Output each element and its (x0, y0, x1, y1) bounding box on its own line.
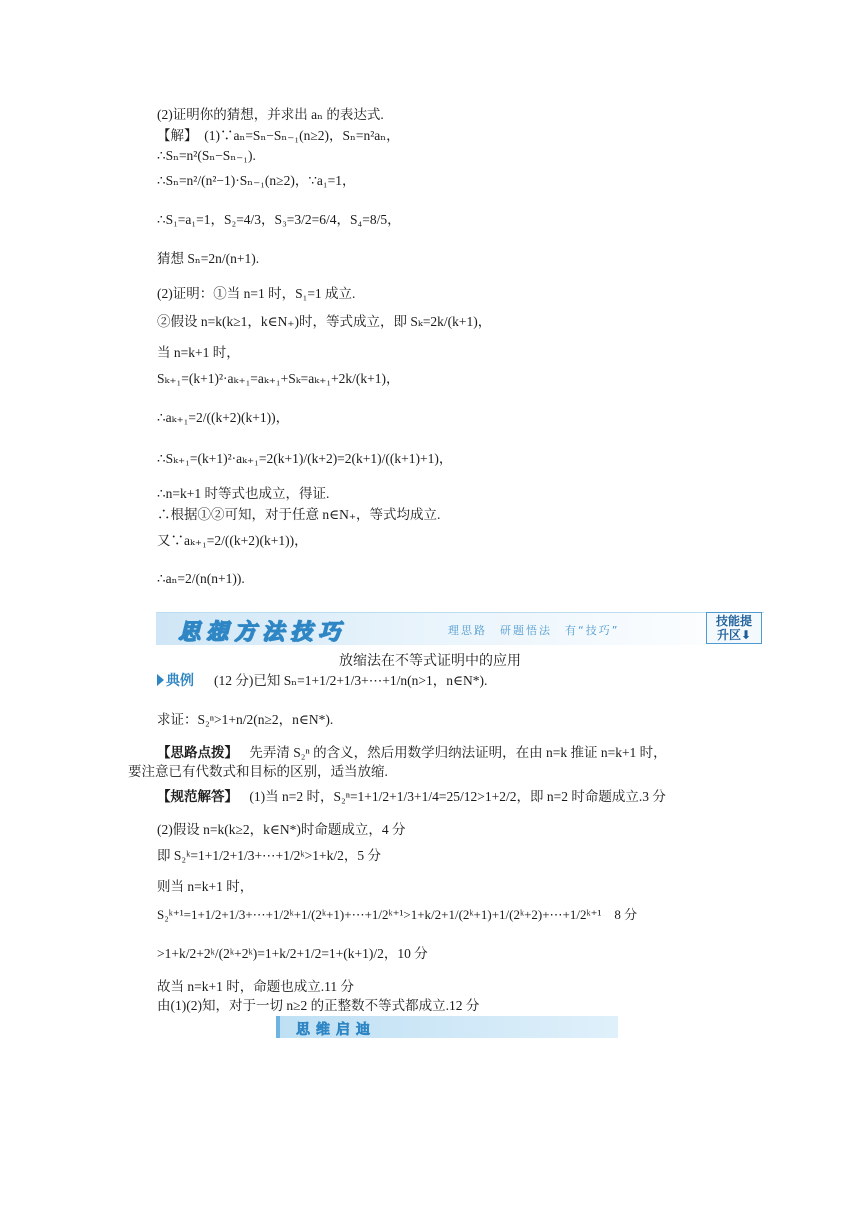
text-line: (2)证明你的猜想，并求出 aₙ 的表达式. (157, 107, 384, 122)
text-line: ∴Sₖ₊₁=(k+1)²·aₖ₊₁=2(k+1)/(k+2)=2(k+1)/((k+1)+1)， (157, 451, 453, 466)
text-line: 猜想 Sₙ=2n/(n+1). (157, 251, 260, 266)
text-line: ∴S₁=a₁=1，S₂=4/3，S₃=3/2=6/4，S₄=8/5， (157, 212, 401, 227)
text-line: ∴aₖ₊₁=2/((k+2)(k+1))， (157, 410, 290, 425)
solution-line: 故当 n=k+1 时，命题也成立.11 分 (157, 979, 354, 994)
text-line: ∴n=k+1 时等式也成立，得证. (157, 486, 330, 501)
text-line: 【解】 (1)∵aₙ=Sₙ−Sₙ₋₁(n≥2)，Sₙ=n²aₙ， (157, 128, 400, 143)
solution-first-line (157, 788, 666, 806)
hint-block (157, 744, 667, 762)
example-tag (157, 672, 201, 690)
solution-line: (2)假设 n=k(k≥2，k∈N*)时命题成立，4 分 (157, 822, 406, 837)
text-line: ∴Sₙ=n²/(n²−1)·Sₙ₋₁(n≥2)，∵a₁=1， (157, 173, 356, 188)
example-tag-label: 典例 (166, 673, 194, 689)
triangle-icon (157, 674, 164, 686)
solution-line: 则当 n=k+1 时， (157, 879, 254, 894)
solution-line: S₂ᵏ⁺¹=1+1/2+1/3+⋯+1/2ᵏ+1/(2ᵏ+1)+⋯+1/2ᵏ⁺¹>1+k/2+1/(2ᵏ+1)+1/(2ᵏ+2)+⋯+1/2ᵏ⁺¹ 8 分 (157, 907, 638, 922)
hint-label: 【思路点拨】 (157, 745, 238, 760)
text-line: (2)证明：①当 n=1 时，S₁=1 成立. (157, 286, 356, 301)
text-line: ∴Sₙ=n²(Sₙ−Sₙ₋₁). (157, 148, 256, 163)
banner-subtitle: 理思路 研题悟法 有“技巧” (448, 624, 620, 637)
badge-line-1: 技能提 (715, 614, 752, 628)
text-line: Sₖ₊₁=(k+1)²·aₖ₊₁=aₖ₊₁+Sₖ=aₖ₊₁+2k/(k+1)， (157, 371, 400, 386)
text-line: 当 n=k+1 时， (157, 345, 240, 360)
solution-text: (1)当 n=2 时，S₂ⁿ=1+1/2+1/3+1/4=25/12>1+2/2，即 n=2 时命题成立.3 分 (249, 789, 666, 804)
prove-statement: 求证：S₂ⁿ>1+n/2(n≥2，n∈N*). (157, 712, 334, 727)
banner-title: 思想方法技巧 (178, 620, 347, 645)
badge-line-2: 升区⬇ (716, 628, 752, 642)
text-line: ∴根据①②可知，对于任意 n∈N₊，等式均成立. (157, 507, 441, 522)
solution-line: 即 S₂ᵏ=1+1/2+1/3+⋯+1/2ᵏ>1+k/2，5 分 (157, 848, 382, 863)
text-line: 又∵aₖ₊₁=2/((k+2)(k+1))， (157, 533, 308, 548)
text-line: ②假设 n=k(k≥1，k∈N₊)时，等式成立，即 Sₖ=2k/(k+1)， (157, 314, 492, 329)
hint-text-continued: 要注意已有代数式和目标的区别，适当放缩. (128, 764, 388, 779)
solution-label: 【规范解答】 (157, 789, 238, 804)
skill-upgrade-badge (706, 612, 762, 644)
example-statement: (12 分)已知 Sₙ=1+1/2+1/3+⋯+1/n(n>1，n∈N*). (214, 673, 488, 688)
section-heading: 放缩法在不等式证明中的应用 (339, 653, 521, 669)
solution-line: 由(1)(2)知，对于一切 n≥2 的正整数不等式都成立.12 分 (157, 998, 480, 1013)
solution-line: >1+k/2+2ᵏ/(2ᵏ+2ᵏ)=1+k/2+1/2=1+(k+1)/2，10 分 (157, 946, 428, 961)
think-bar-title: 思维启迪 (296, 1022, 376, 1038)
text-line: ∴aₙ=2/(n(n+1)). (157, 571, 245, 586)
hint-text: 先弄清 S₂ⁿ 的含义，然后用数学归纳法证明，在由 n=k 推证 n=k+1 时， (249, 745, 667, 760)
